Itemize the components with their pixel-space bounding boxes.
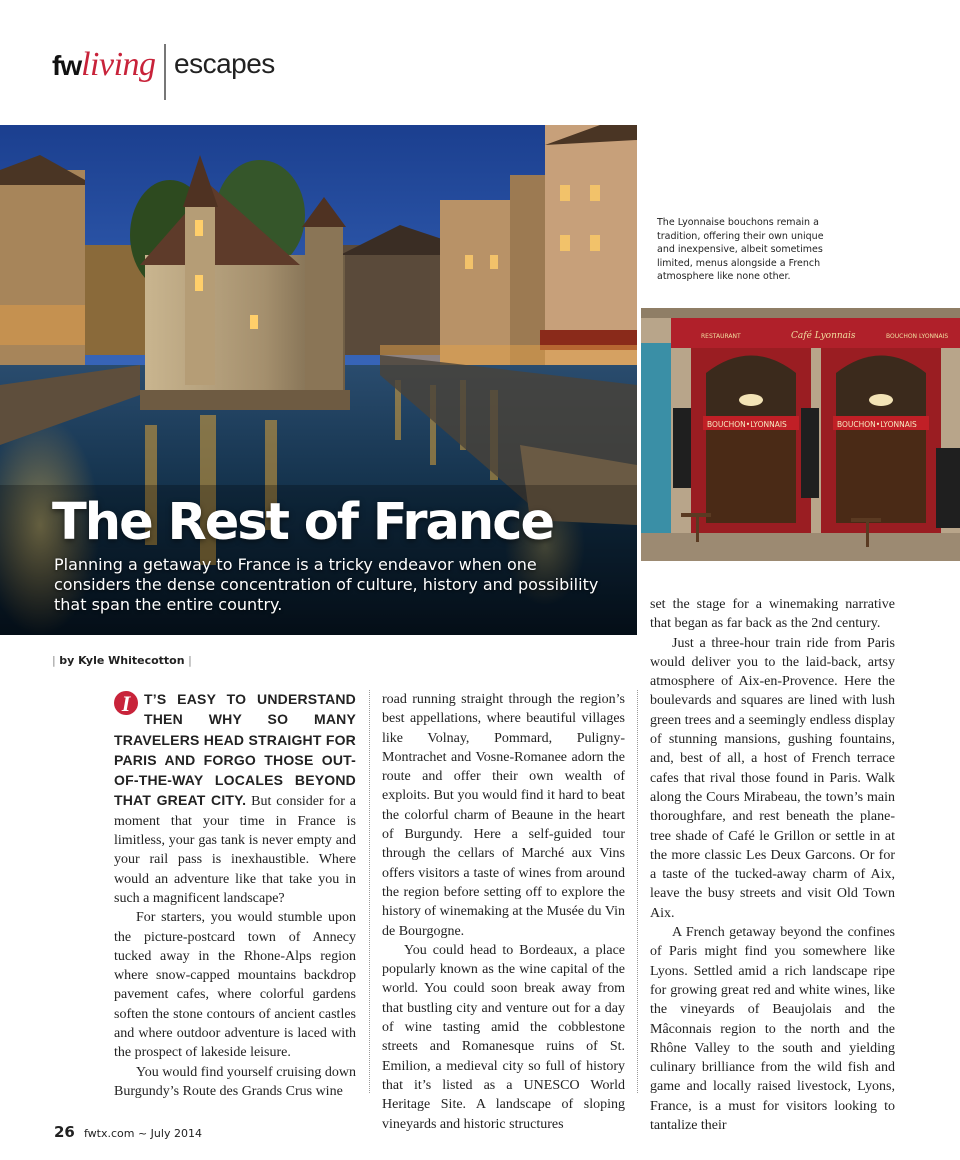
bouchon-storefront-image [641,308,960,561]
drop-cap: I [114,691,138,715]
page-footer [54,1122,202,1141]
logo-fw: fw [52,50,82,81]
paragraph: road running straight through the region’s best appellations, where beautiful villages like Volnay, Pommard, Puligny-Montrachet and Vosne-Romanee adorn the route and offer their own wealth of exploits. But you would find it hard to beat the colorful charm of Beaune in the heart of Burgundy. Here a self-guided tour through the cellars of Marché aux Vins offers visitors a taste of wines from around the region before setting off to explore the history of winemaking at the Musée du Vin de Bourgogne. [382,692,625,939]
section-name: escapes [174,48,275,79]
sign-right-text: BOUCHON•LYONNAIS [837,420,917,429]
byline-bar-right: | [184,654,192,667]
logo-living: living [81,46,156,83]
page-number: 26 [54,1123,75,1141]
hero-photo [0,125,637,635]
article-column-2 [382,690,625,1134]
column-rule-1 [369,690,370,1093]
photo-caption: The Lyonnaise bouchons remain a tradition, offering their own unique and inexpensive, albeit sometimes limited, menus alongside a French atmosphere like none other. [657,217,824,282]
paragraph: A French getaway beyond the confines of Paris might find you somewhere like Lyons. Settled amid a rich landscape ripe for growing great red and white wines, like the vineyards of Beaujolais and the Mâconnais region to the north and the Rhône Valley to the south and yielding culinary brilliance from the wild fish and game and locally raised livestock, Lyons, France, is a must for visitors looking to tantalize their [650,925,895,1134]
paragraph: You would find yourself cruising down Burgundy’s Route des Grands Crus wine [114,1064,356,1099]
article-title: The Rest of France [52,493,554,552]
paragraph: For starters, you would stumble upon the picture-postcard town of Annecy tucked away in the Rhone-Alps region where snow-capped mountains backdrop pavement cafes, where colorful gardens soften the stone contours of ancient castles and where outdoor adventure is laced with the prospect of lakeside leisure. [114,910,356,1061]
bouchon-lyonnais-photo [641,308,960,561]
header-divider [164,44,166,100]
magazine-logo [52,46,156,84]
paragraph: Just a three-hour train ride from Paris would deliver you to the laid-back, artsy atmosphere of Aix-en-Provence. Here the boulevards and squares are lined with lush green trees and a seemingly endless display of stunning mansions, gushing fountains, and, best of all, a host of French terrace cafes that rival those found in Paris. Walk along the Cours Mirabeau, the town’s main thoroughfare, and rest beneath the plane-tree shade of Café le Grillon or settle in at the more classic Les Deux Garcons. Or for a taste of the tucked-away charm of Aix, leave the busy streets and visit Old Town Aix. [650,635,895,921]
awning-right-text: BOUCHON LYONNAIS [886,333,949,340]
article-column-3 [650,595,895,1135]
article-deck: Planning a getaway to France is a tricky endeavor when one considers the dense concentration of culture, history and possibility that span the entire country. [54,555,599,614]
awning-left-text: RESTAURANT [701,333,741,340]
article-column-1 [114,690,356,1101]
awning-center-text: Café Lyonnais [791,331,856,341]
paragraph: You could head to Bordeaux, a place popularly known as the wine capital of the world. You could soon break away from that bustling city and venture out for a day of wine tasting amid the cobblestone streets and Romanesque ruins of St. Emilion, a medieval city so full of history that it’s listed as a UNESCO World Heritage Site. A landscape of sloping vineyards and historic structures [382,942,625,1132]
byline [52,654,192,667]
column-rule-2 [637,690,638,1093]
publication-info: fwtx.com ~ July 2014 [83,1127,202,1140]
lead-in: T’S EASY TO UNDERSTAND THEN WHY SO MANY TRAVELERS HEAD STRAIGHT FOR PARIS AND FORGO THOSE OUT-OF-THE-WAY LOCALES BEYOND THAT GREAT CITY. [114,691,356,809]
intro-rest: But consider for a moment that your time in France is limitless, your gas tank is never empty and your rail pass is inexhaustible. Where would an adventure like that take you in such a magnificent landscape? [114,794,356,906]
paragraph: set the stage for a winemaking narrative that began as far back as the 2nd century. [650,597,895,632]
byline-author: by Kyle Whitecotton [59,654,185,667]
sign-left-text: BOUCHON•LYONNAIS [707,420,787,429]
paragraph-intro [114,690,356,908]
byline-bar-left: | [52,654,60,667]
